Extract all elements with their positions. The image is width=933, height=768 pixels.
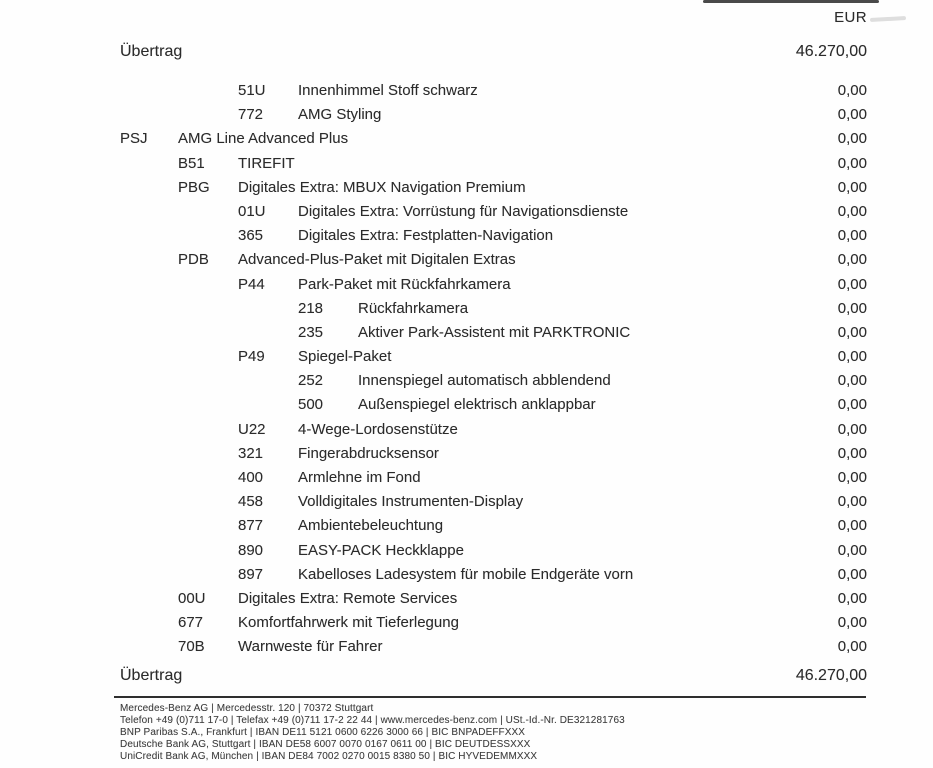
table-row [0,152,933,176]
table-row [0,200,933,224]
option-description: 4-Wege-Lordosenstütze [298,420,458,438]
option-price: 0,00 [837,227,867,245]
table-row [0,611,933,635]
option-price: 0,00 [837,130,867,148]
option-price: 0,00 [837,178,867,196]
option-price: 0,00 [837,517,867,535]
footer-line: Telefon +49 (0)711 17-0 | Telefax +49 (0)711 17-2 22 44 | www.mercedes-benz.com | USt.-Id.-Nr. DE321281763 [120,715,625,727]
option-code: PSJ [120,130,148,148]
option-description: Digitales Extra: Vorrüstung für Navigationsdienste [298,202,629,220]
option-description: Innenspiegel automatisch abblendend [358,372,611,390]
option-description: Außenspiegel elektrisch anklappbar [358,396,596,414]
option-code: 00U [178,589,206,607]
option-code: PBG [178,178,210,196]
option-description: Warnweste für Fahrer [238,638,383,656]
table-row [0,393,933,417]
table-row [0,103,933,127]
option-price: 0,00 [837,106,867,124]
option-price: 0,00 [837,420,867,438]
option-description: Park-Paket mit Rückfahrkamera [298,275,511,293]
option-price: 0,00 [837,372,867,390]
option-description: Aktiver Park-Assistent mit PARKTRONIC [358,323,631,341]
option-description: Komfortfahrwerk mit Tieferlegung [238,614,459,632]
table-row [0,321,933,345]
option-price: 0,00 [837,299,867,317]
footer-line: UniCredit Bank AG, München | IBAN DE84 7002 0270 0015 8380 50 | BIC HYVEDEMMXXX [120,751,538,763]
option-code: 772 [238,106,264,124]
footer-line: Mercedes-Benz AG | Mercedesstr. 120 | 70372 Stuttgart [120,703,374,714]
carryover-amount: 46.270,00 [795,667,867,684]
option-description: Digitales Extra: Festplatten-Navigation [298,227,554,245]
carryover-amount: 46.270,00 [795,43,867,60]
option-description: Innenhimmel Stoff schwarz [298,82,478,99]
option-price: 0,00 [837,589,867,607]
option-description: AMG Line Advanced Plus [178,130,349,148]
table-row [0,635,933,659]
option-code: P49 [238,348,265,366]
option-code: P44 [238,275,265,293]
carryover-label: Übertrag [120,667,183,684]
option-code: 235 [298,323,324,341]
option-code: 01U [238,202,266,220]
option-description: Volldigitales Instrumenten-Display [298,493,524,511]
footer-block [120,703,625,763]
footer-line: Deutsche Bank AG, Stuttgart | IBAN DE58 6007 0070 0167 0611 00 | BIC DEUTDESSXXX [120,739,531,751]
option-price: 0,00 [837,396,867,414]
option-price: 0,00 [837,202,867,220]
option-price: 0,00 [837,493,867,511]
table-row [0,563,933,587]
option-code: 897 [238,565,264,583]
option-description: Digitales Extra: Remote Services [238,589,458,607]
scan-artifact-line [703,0,879,3]
table-row [0,273,933,297]
footer-line: BNP Paribas S.A., Frankfurt | IBAN DE11 5121 0600 6226 3000 66 | BIC BNPADEFFXXX [120,727,526,739]
option-code: U22 [238,420,266,438]
carryover-bottom-row [0,667,933,691]
table-row [0,539,933,563]
option-price: 0,00 [837,614,867,632]
option-code: 877 [238,517,264,535]
option-code: 458 [238,493,264,511]
table-row [0,297,933,321]
option-code: 365 [238,227,264,245]
option-description: Digitales Extra: MBUX Navigation Premium [238,178,526,196]
option-code: 500 [298,396,324,414]
table-row [0,127,933,151]
option-description: Spiegel-Paket [298,348,392,366]
table-row [0,442,933,466]
option-price: 0,00 [837,82,867,99]
carryover-top-row [0,43,933,67]
table-row [0,490,933,514]
option-code: 890 [238,541,264,559]
option-price: 0,00 [837,469,867,486]
option-code: 218 [298,299,324,317]
table-row [0,176,933,200]
table-row [0,466,933,490]
option-description: Armlehne im Fond [298,469,421,486]
table-row [0,224,933,248]
carryover-label: Übertrag [120,43,183,60]
option-price: 0,00 [837,638,867,656]
option-description: Kabelloses Ladesystem für mobile Endgeräte vorn [298,565,634,583]
option-code: 677 [178,614,204,632]
option-description: TIREFIT [238,154,295,172]
option-code: 51U [238,82,266,99]
table-row [0,79,933,103]
option-price: 0,00 [837,565,867,583]
option-price: 0,00 [837,275,867,293]
option-price: 0,00 [837,154,867,172]
option-code: 252 [298,372,324,390]
table-row [0,587,933,611]
table-row [0,514,933,538]
option-description: Advanced-Plus-Paket mit Digitalen Extras [238,251,516,269]
option-price: 0,00 [837,323,867,341]
table-row [0,248,933,272]
option-code: PDB [178,251,209,269]
option-description: EASY-PACK Heckklappe [298,541,464,559]
table-row [0,418,933,442]
scan-smudge [870,16,906,22]
option-description: Rückfahrkamera [358,299,469,317]
footer-divider [114,696,866,698]
option-list [0,79,933,660]
option-description: AMG Styling [298,106,382,124]
currency-header: EUR [834,9,867,26]
table-row [0,369,933,393]
option-price: 0,00 [837,541,867,559]
option-code: 400 [238,469,264,486]
option-price: 0,00 [837,348,867,366]
table-row [0,345,933,369]
option-price: 0,00 [837,251,867,269]
option-description: Ambientebeleuchtung [298,517,444,535]
option-code: 70B [178,638,205,656]
option-code: 321 [238,444,264,462]
option-code: B51 [178,154,205,172]
option-description: Fingerabdrucksensor [298,444,439,462]
option-price: 0,00 [837,444,867,462]
